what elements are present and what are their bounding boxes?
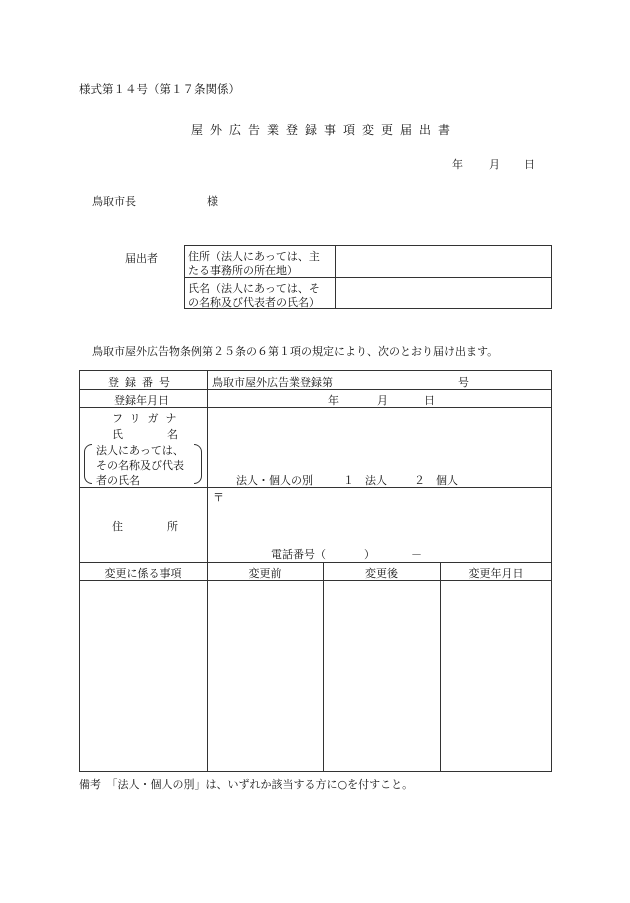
date-day: 日	[524, 158, 535, 171]
corp-note-1: 法人にあっては、	[96, 444, 184, 457]
reg-number-suffix: 号	[458, 376, 469, 389]
notifier-col-divider	[335, 245, 336, 309]
reg-number-value: 鳥取市屋外広告業登録第	[212, 376, 333, 389]
corp-note-2: その名称及び代表	[96, 459, 184, 472]
left-paren	[84, 444, 92, 484]
col-header-date: 変更年月日	[468, 567, 524, 580]
col-header-item: 変更に係る事項	[104, 567, 182, 580]
row-line-4	[79, 562, 552, 563]
corp-note-3: 者の氏名	[96, 474, 140, 487]
row-line-3	[79, 487, 552, 488]
addressee-honorific: 様	[207, 195, 218, 208]
notifier-name-label-2: の名称及び代表者の氏名）	[188, 296, 320, 309]
reg-date-day: 日	[424, 394, 435, 407]
col-header-after: 変更後	[365, 567, 398, 580]
col-line-2	[323, 562, 324, 772]
date-year: 年	[452, 158, 463, 171]
right-paren	[194, 444, 202, 484]
notifier-name-label-1: 氏名（法人にあっては、そ	[188, 282, 320, 295]
reg-number-label: 登録番号	[108, 376, 176, 389]
reg-date-year: 年	[328, 394, 339, 407]
furigana-label: フリガナ	[112, 412, 184, 425]
date-month: 月	[489, 158, 500, 171]
addressee-name: 鳥取市長	[92, 195, 136, 208]
reg-date-month: 月	[377, 394, 388, 407]
form-number: 様式第１４号（第１７条関係）	[79, 82, 240, 96]
statement: 鳥取市屋外広告物条例第２５条の６第１項の規定により、次のとおり届け出ます。	[92, 345, 499, 358]
col-header-before: 変更前	[248, 567, 282, 580]
phone-label: 電話番号（	[271, 548, 326, 561]
notifier-address-label-1: 住所（法人にあっては、主	[188, 250, 320, 263]
phone-close: ）	[364, 548, 375, 561]
reg-date-label: 登録年月日	[114, 394, 169, 407]
corp-type-label: 法人・個人の別	[236, 474, 313, 487]
name-label: 氏名	[112, 428, 222, 441]
phone-dash: －	[411, 548, 422, 561]
col-line-3	[440, 562, 441, 772]
notifier-address-label-2: たる事務所の所在地）	[188, 264, 298, 277]
page-title: 屋外広告業登録事項変更届出書	[191, 123, 458, 137]
remarks: 備考 「法人・個人の別」は、いずれか該当する方に○を付すこと。	[79, 778, 414, 791]
address-label: 住所	[112, 520, 222, 533]
postal-mark: 〒	[213, 491, 224, 504]
notifier-label: 届出者	[125, 252, 158, 265]
corp-option-2: ２ 個人	[414, 474, 458, 487]
corp-option-1: １ 法人	[343, 474, 387, 487]
